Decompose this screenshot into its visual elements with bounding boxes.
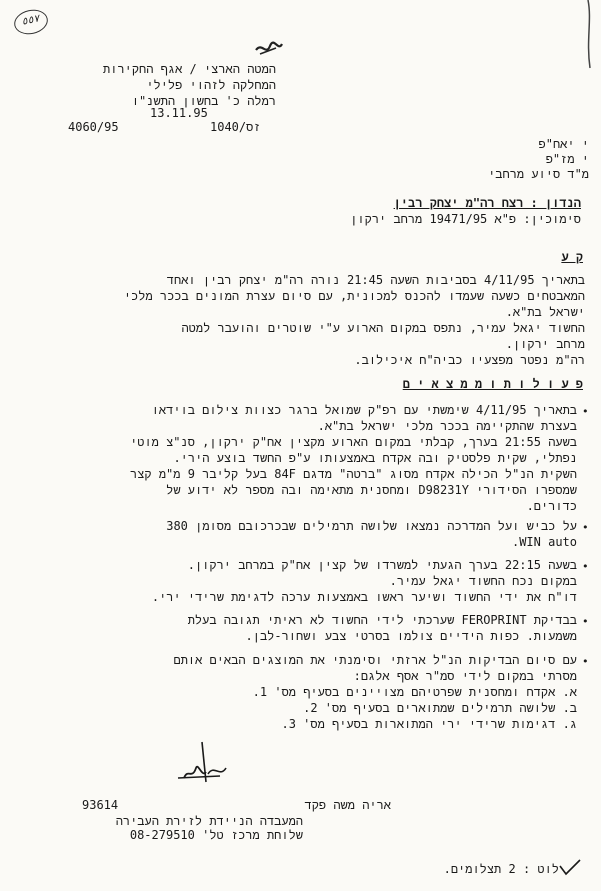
findings-line: עם סיום הבדיקות הנ"ל ארזתי וסימנתי את המוצגים הבאים אותם [173,653,577,667]
header-line-1: המטה הארצי / אגף החקירות [103,62,276,76]
handwritten-page-mark: ٥٥٧ [12,7,50,38]
exhibit-item: ג. דגימות שרידי ירי המתוארות בסעיף מס' 3. [281,717,577,731]
findings-line: בשעה 21:55 בערך, קבלתי במקום הארוע מקצין אח"ק ירקון, סנ"צ מוטי [130,435,577,449]
bullet-icon: • [582,615,589,628]
recipient-line-2: י מז"פ [545,152,589,166]
findings-line: דו"ח את ידי החשוד ושיער ראשו באמצעות ערכה לדגימת שרידי ירי. [151,590,577,604]
findings-line: בשעה 22:15 בערך הגעתי למשרדו של קצין אח"ק במרחב ירקון. [187,558,577,572]
handwritten-scribble-icon [254,38,284,58]
findings-line: במקום נכח החשוד יגאל עמיר. [389,574,577,588]
header-ref-left: 4060/95 [68,120,119,134]
bullet-icon: • [582,405,589,418]
recipient-line-1: י יאח"פ [538,137,589,151]
findings-line: משמעות. כפות הידיים צולמו בסרטי צבע ושחור-לבן. [245,629,577,643]
findings-line: בבדיקת FEROPRINT שערכתי לידי החשוד לא ראיתי תגובה בעלת [187,613,577,627]
background-line: רה"מ נפטר מפצעיו כביה"ח איכילוב. [354,353,585,367]
findings-line: שמספרו הסידורי D98231Y ומחסנית מתאימה ובה מספר לא ידוע של [166,483,577,497]
header-line-2: המחלקה לזהוי פלילי [146,78,276,92]
header-date: 13.11.95 [150,106,208,120]
bullet-icon: • [582,560,589,573]
background-line: מרחב ירקון. [505,337,585,351]
exhibit-item: א. אקדח ומחסנית שפרטיהם מצויינים בסעיף מס' 1. [252,685,577,699]
header-ref-right: 1040/זס [210,120,261,134]
findings-line: נפתלי, שקית פלסטיק ובה אקדח באמצעותו ע"פ החשד בוצע הירי. [173,451,577,465]
section-title-background: ק ע [561,250,583,264]
attachments-line: לוט : 2 תצלומים. [443,862,559,876]
page-edge-mark-icon [584,0,596,70]
findings-line: השקית הנ"ל הכילה אקדח מסוג "ברטה" מדגם 84F בעל קליבר 9 מ"מ קצר [130,467,577,481]
findings-line: על כביש ועל המדרכה נמצאו שלושה תרמילים שבכרכובם מסומן 380 [166,519,577,533]
signatory-phone: שלוחת מרכז טל' 08-279510 [129,828,303,842]
subject-line: הנדון : רצח רה"מ יצחק רבין [393,196,581,210]
recipient-line-3: מ"ד סיוע מרחבי [488,167,589,181]
references-line: סימוכין: פ"א 19471/95 מרחב ירקון [350,212,581,226]
handwritten-signature-icon [176,738,236,786]
background-line: בתאריך 4/11/95 בסביבות השעה 21:45 נורה רה"מ יצחק רבין ואחד [166,273,585,287]
section-title-actions-findings: פ ע ו ל ו ת ו מ מ צ א י ם [402,377,583,391]
background-line: המאבטחים כשעה שעמדו להכנס למכונית, עם סיום עצרת המונים בככר מלכי [123,289,585,303]
findings-line: WIN auto. [511,535,577,549]
signatory-unit: המעבדה הניידת לזירת העבירה [115,814,303,828]
background-line: ישראל בת"א. [505,305,585,319]
findings-line: בעצרת שהתקיימה בככר מלכי ישראל בת"א. [317,419,577,433]
header-line-3: רמלה כ' בחשון התשנ"ו [131,94,276,108]
findings-line: בתאריך 4/11/95 שימשתי עם רפ"ק שמואל ברגר כצוות צילום בוידאו [151,403,577,417]
findings-line: כדורים. [526,499,577,513]
findings-line: מסרתי במקום לידי סמ"ר אסף אלגם: [353,669,577,683]
bullet-icon: • [582,521,589,534]
exhibit-item: ב. שלושה תרמילים שמתוארים בסעיף מס' 2. [303,701,577,715]
bullet-icon: • [582,655,589,668]
signatory-badge-number: 93614 [82,798,119,812]
background-line: החשוד יגאל עמיר, נתפס במקום הארוע ע"י שוטרים והועבר למטה [181,321,585,335]
checkmark-icon [558,858,582,876]
signatory-name: אריה משה פקד [304,798,391,812]
